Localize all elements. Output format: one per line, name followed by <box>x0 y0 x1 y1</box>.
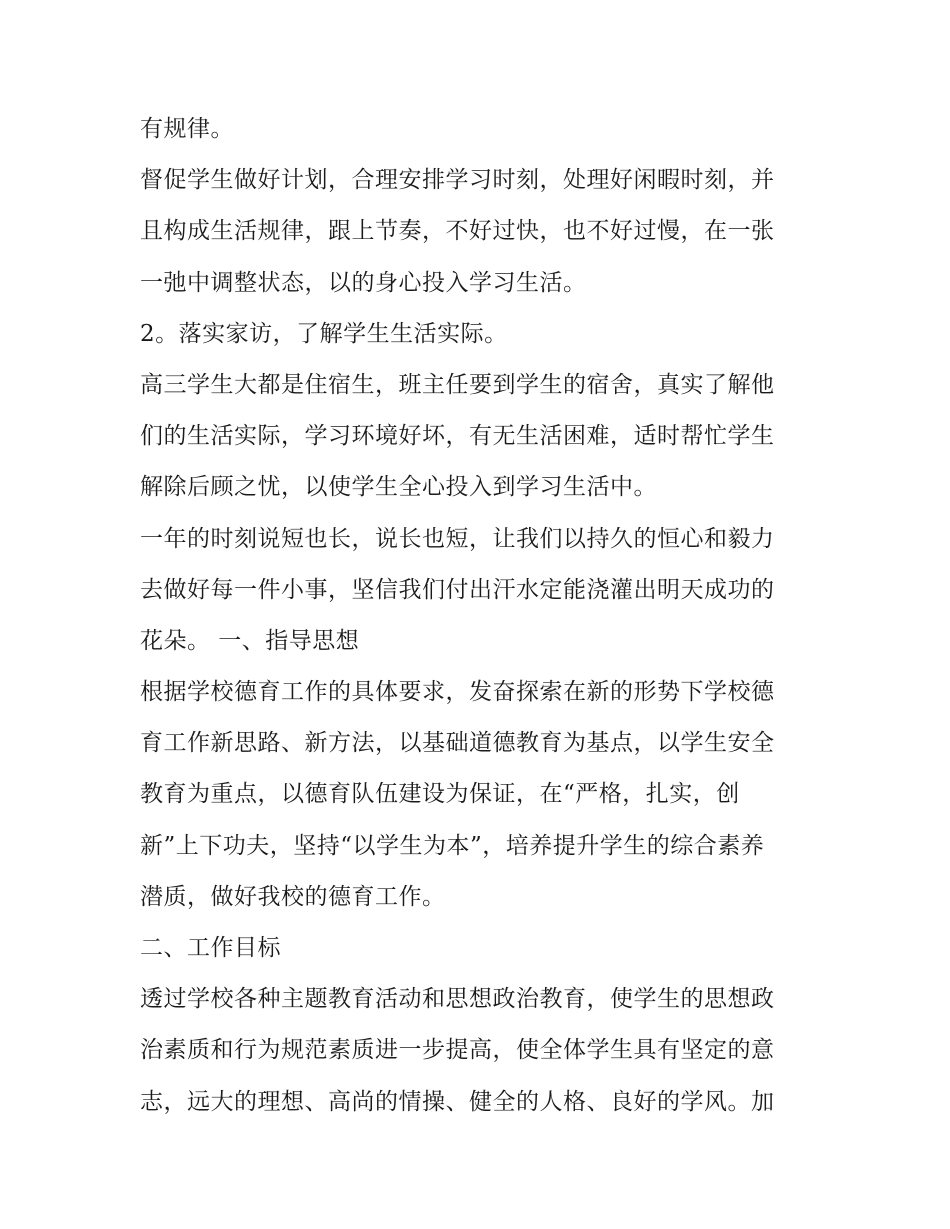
text-line-16: 潜质，做好我校的德育工作。 <box>140 883 446 910</box>
text-line-2: 督促学生做好计划，合理安排学习时刻，处理好闲暇时刻，并 <box>140 167 775 194</box>
text-line-18: 透过学校各种主题教育活动和思想政治教育，使学生的思想政 <box>140 986 775 1013</box>
text-line-20: 志，远大的理想、高尚的情操、健全的人格、良好的学风。加 <box>140 1088 775 1115</box>
body-text <box>140 104 820 1128</box>
section-heading-work-goals: 二、工作目标 <box>140 935 281 961</box>
text-line-6: 高三学生大都是住宿生，班主任要到学生的宿舍，真实了解他 <box>140 371 775 398</box>
section-heading-guiding-thought: 花朵。 一、指导思想 <box>140 627 360 654</box>
text-line-7: 们的生活实际，学习环境好坏，有无生活困难，适时帮忙学生 <box>140 423 775 450</box>
text-line-14: 教育为重点，以德育队伍建设为保证，在“严格，扎实，创 <box>140 781 740 808</box>
text-line-13: 育工作新思路、新方法，以基础道德教育为基点，以学生安全 <box>140 730 775 757</box>
section-heading-home-visit: 2。落实家访，了解学生生活实际。 <box>140 320 508 347</box>
text-line-12: 根据学校德育工作的具体要求，发奋探索在新的形势下学校德 <box>140 679 775 706</box>
text-line-10: 去做好每一件小事，坚信我们付出汗水定能浇灌出明天成功的 <box>140 576 775 603</box>
text-line-3: 且构成生活规律，跟上节奏，不好过快，也不好过慢，在一张 <box>140 218 775 245</box>
text-line-9: 一年的时刻说短也长，说长也短，让我们以持久的恒心和毅力 <box>140 525 775 552</box>
text-line-15: 新”上下功夫，坚持“以学生为本”，培养提升学生的综合素养 <box>140 832 765 859</box>
text-line-4: 一弛中调整状态，以的身心投入学习生活。 <box>140 269 587 296</box>
text-line-19: 治素质和行为规范素质进一步提高，使全体学生具有坚定的意 <box>140 1037 775 1064</box>
text-line-8: 解除后顾之忧，以使学生全心投入到学习生活中。 <box>140 474 657 501</box>
text-line-1: 有规律。 <box>140 116 234 142</box>
